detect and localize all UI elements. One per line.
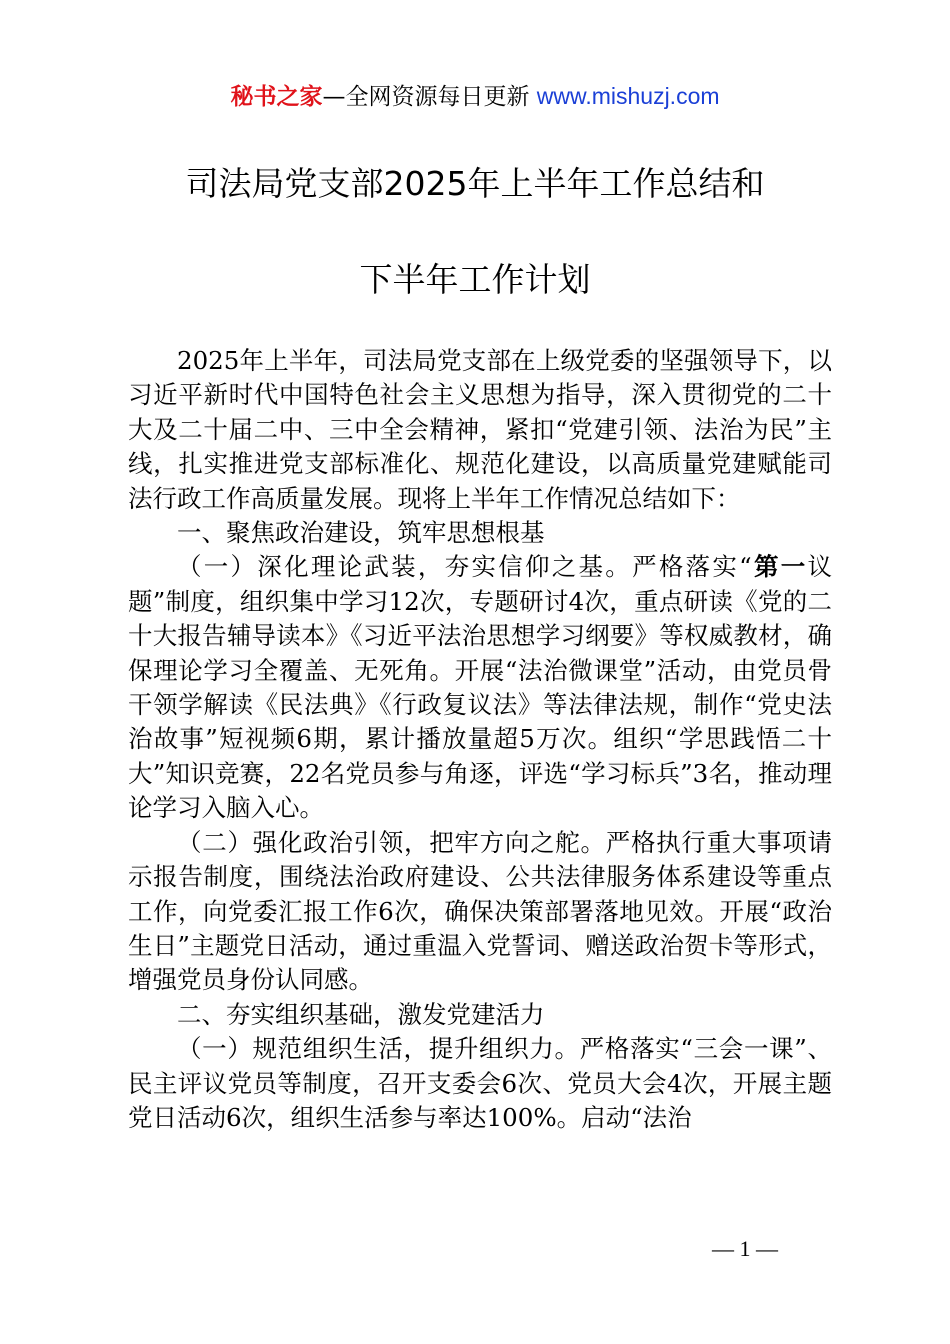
section-2-item-1: （一）规范组织生活，提升组织力。严格落实“三会一课”、民主评议党员等制度，召开支委会6次、党员大会4次，开展主题党日活动6次，组织生活参与率达100%。启动“法治 [128,1034,832,1132]
page-number: — 1 — [712,1236,778,1261]
section-1-item-2: （二）强化政治引领，把牢方向之舵。严格执行重大事项请示报告制度，围绕法治政府建设、公共法律服务体系建设等重点工作，向党委汇报工作6次，确保决策部署落地见效。开展“政治生日”主题党日活动，通过重温入党誓词、赠送政治贺卡等形式，增强党员身份认同感。 [128,827,832,995]
banner-brand: 秘书之家 [230,84,323,110]
banner-slogan: —全网资源每日更新 [322,84,537,110]
banner-url-link[interactable]: www.mishuzj.com [536,83,720,109]
document-title-line-1: 司法局党支部2025年上半年工作总结和 [185,164,765,203]
section-1-item-1 [128,550,832,825]
section-1-item-1-bold: 第一 [751,552,808,582]
intro-paragraph: 2025年上半年，司法局党支部在上级党委的坚强领导下，以习近平新时代中国特色社会主义思想为指导，深入贯彻党的二十大及二十届二中、三中全会精神，紧扣“党建引领、法治为民”主线，扎实推进党支部标准化、规范化建设，以高质量党建赋能司法行政工作高质量发展。现将上半年工作情况总结如下： [128,346,832,513]
document-title-line-2: 下半年工作计划 [359,260,591,299]
site-banner [0,80,950,113]
document-body [128,344,832,1135]
section-2-heading: 二、夯实组织基础，激发党建活力 [177,999,545,1029]
section-1-item-1-rest: 议题”制度，组织集中学习12次，专题研讨4次，重点研读《党的二十大报告辅导读本》《习近平法治思想学习纲要》等权威教材，确保理论学习全覆盖、无死角。开展“法治微课堂”活动，由党员骨干领学解读《民法典》《行政复议法》等法律法规，制作“党史法治故事”短视频6期，累计播放量超5万次。组织“学思践悟二十大”知识竞赛，22名党员参与角逐，评选“学习标兵”3名，推动理论学习入脑入心。 [128,552,832,823]
section-1-heading: 一、聚焦政治建设，筑牢思想根基 [177,518,545,548]
section-1-item-1-lead: （一）深化理论武装，夯实信仰之基。严格落实“ [177,552,752,582]
